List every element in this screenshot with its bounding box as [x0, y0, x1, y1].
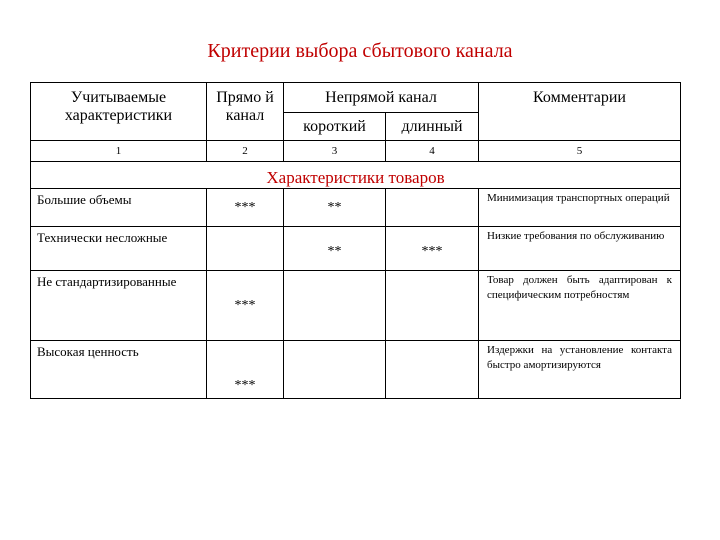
section-title: Характеристики товаров: [31, 162, 681, 189]
row-comment: Товар должен быть адаптирован к специфическим потребностям: [479, 271, 681, 341]
column-number: 3: [284, 141, 386, 162]
column-number: 5: [479, 141, 681, 162]
long-rating: [386, 271, 479, 341]
short-rating: [284, 271, 386, 341]
row-comment: Минимизация транспортных операций: [479, 189, 681, 227]
row-name: Не стандартизированные: [31, 271, 207, 341]
long-rating: [386, 341, 479, 399]
row-name: Высокая ценность: [31, 341, 207, 399]
long-rating: ***: [386, 227, 479, 271]
direct-rating: ***: [207, 341, 284, 399]
header-long: длинный: [386, 113, 479, 141]
slide-title: Критерии выбора сбытового канала: [207, 40, 513, 62]
column-number: 2: [207, 141, 284, 162]
direct-rating: ***: [207, 189, 284, 227]
header-comments: Комментарии: [479, 83, 681, 141]
section-row: [31, 162, 681, 189]
header-short: короткий: [284, 113, 386, 141]
table-row: [31, 271, 681, 341]
row-comment: Низкие требования по обслуживанию: [479, 227, 681, 271]
column-number: 4: [386, 141, 479, 162]
long-rating: [386, 189, 479, 227]
header-indirect-channel: Непрямой канал: [284, 83, 479, 113]
criteria-table: [30, 82, 681, 399]
header-direct-channel: Прямо й канал: [207, 83, 284, 141]
table-row: [31, 341, 681, 399]
short-rating: **: [284, 227, 386, 271]
short-rating: [284, 341, 386, 399]
row-name: Технически несложные: [31, 227, 207, 271]
header-characteristics: Учитываемые характеристики: [31, 83, 207, 141]
row-comment: Издержки на установление контакта быстро амортизируются: [479, 341, 681, 399]
column-numbers-row: [31, 141, 681, 162]
table-row: [31, 189, 681, 227]
short-rating: **: [284, 189, 386, 227]
row-name: Большие объемы: [31, 189, 207, 227]
column-number: 1: [31, 141, 207, 162]
direct-rating: [207, 227, 284, 271]
direct-rating: ***: [207, 271, 284, 341]
table-row: [31, 227, 681, 271]
